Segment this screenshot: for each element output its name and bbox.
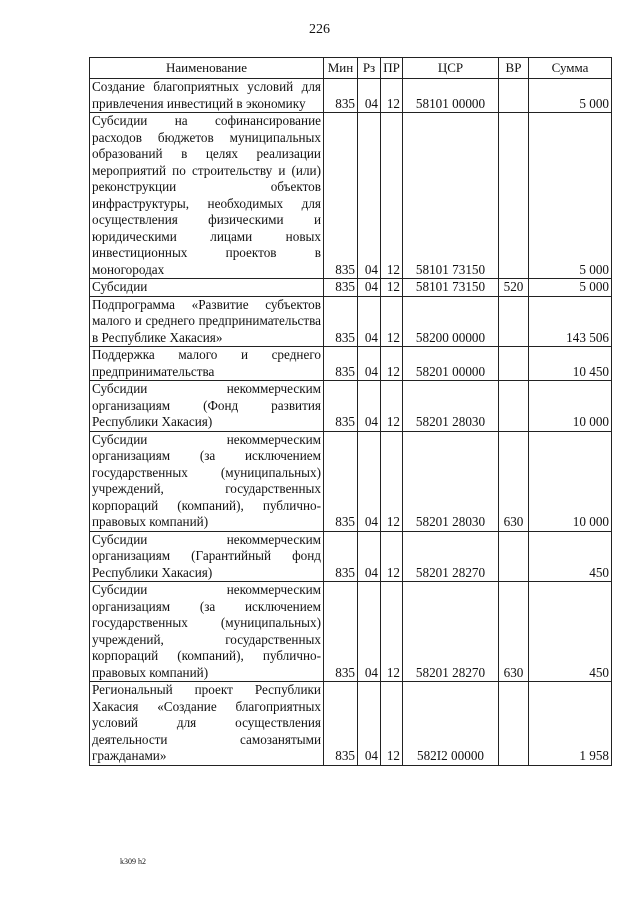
column-header-sum: Сумма: [529, 58, 612, 79]
row-name: Субсидии: [90, 279, 324, 297]
row-vr: 630: [499, 431, 529, 531]
row-min: 835: [324, 279, 358, 297]
row-vr: [499, 381, 529, 432]
row-min: 835: [324, 582, 358, 682]
row-name: Субсидии некоммерческим организациям (за исключением государственных (муниципальных) учреждений, государственных корпораций (компаний), публично-правовых компаний): [90, 582, 324, 682]
row-csr: 58201 28030: [403, 431, 499, 531]
table-row: [90, 531, 612, 582]
row-sum: 10 450: [529, 347, 612, 381]
table-row: [90, 582, 612, 682]
row-csr: 58200 00000: [403, 296, 499, 347]
row-name: Создание благоприятных условий для привлечения инвестиций в экономику: [90, 79, 324, 113]
row-vr: 630: [499, 582, 529, 682]
row-vr: 520: [499, 279, 529, 297]
row-rz: 04: [358, 531, 381, 582]
column-header-rz: Рз: [358, 58, 381, 79]
row-sum: 450: [529, 531, 612, 582]
document-footer-code: k309 h2: [120, 857, 146, 866]
row-min: 835: [324, 296, 358, 347]
row-name: Региональный проект Республики Хакасия «Создание благоприятных условий для осуществления деятельности самозанятыми гражданами»: [90, 682, 324, 766]
row-sum: 5 000: [529, 113, 612, 279]
budget-table: [89, 57, 612, 766]
row-name: Субсидии некоммерческим организациям (Фонд развития Республики Хакасия): [90, 381, 324, 432]
row-min: 835: [324, 381, 358, 432]
row-name: Поддержка малого и среднего предпринимательства: [90, 347, 324, 381]
row-sum: 10 000: [529, 381, 612, 432]
row-rz: 04: [358, 582, 381, 682]
row-name: Субсидии некоммерческим организациям (за исключением государственных (муниципальных) учреждений, государственных корпораций (компаний), публично-правовых компаний): [90, 431, 324, 531]
row-rz: 04: [358, 113, 381, 279]
table-body: [90, 79, 612, 766]
row-vr: [499, 531, 529, 582]
row-csr: 58201 00000: [403, 347, 499, 381]
table-row: [90, 296, 612, 347]
row-csr: 58101 73150: [403, 279, 499, 297]
table-row: [90, 431, 612, 531]
table-row: [90, 682, 612, 766]
row-sum: 143 506: [529, 296, 612, 347]
row-sum: 5 000: [529, 79, 612, 113]
row-csr: 58201 28030: [403, 381, 499, 432]
row-csr: 58201 28270: [403, 531, 499, 582]
table-row: [90, 279, 612, 297]
row-csr: 58101 73150: [403, 113, 499, 279]
row-rz: 04: [358, 279, 381, 297]
row-sum: 10 000: [529, 431, 612, 531]
row-vr: [499, 113, 529, 279]
row-pr: 12: [381, 113, 403, 279]
table-row: [90, 381, 612, 432]
table-row: [90, 113, 612, 279]
row-sum: 1 958: [529, 682, 612, 766]
row-pr: 12: [381, 79, 403, 113]
row-pr: 12: [381, 431, 403, 531]
row-rz: 04: [358, 79, 381, 113]
row-min: 835: [324, 79, 358, 113]
row-name: Подпрограмма «Развитие субъектов малого и среднего предпринимательства в Республике Хакасия»: [90, 296, 324, 347]
page-number: 226: [309, 22, 330, 37]
row-pr: 12: [381, 296, 403, 347]
row-rz: 04: [358, 381, 381, 432]
row-pr: 12: [381, 582, 403, 682]
row-min: 835: [324, 431, 358, 531]
row-name: Субсидии некоммерческим организациям (Гарантийный фонд Республики Хакасия): [90, 531, 324, 582]
row-vr: [499, 347, 529, 381]
table-row: [90, 79, 612, 113]
row-csr: 58101 00000: [403, 79, 499, 113]
column-header-pr: ПР: [381, 58, 403, 79]
column-header-csr: ЦСР: [403, 58, 499, 79]
row-csr: 582I2 00000: [403, 682, 499, 766]
row-min: 835: [324, 682, 358, 766]
column-header-min: Мин: [324, 58, 358, 79]
row-csr: 58201 28270: [403, 582, 499, 682]
row-min: 835: [324, 531, 358, 582]
row-min: 835: [324, 347, 358, 381]
row-vr: [499, 79, 529, 113]
row-rz: 04: [358, 296, 381, 347]
row-name: Субсидии на софинансирование расходов бюджетов муниципальных образований в целях реализации мероприятий по строительству и (или) реконструкции объектов инфраструктуры, необходимых для осуществления физическими и юридическими лицами новых инвестиционных проектов в моногородах: [90, 113, 324, 279]
row-min: 835: [324, 113, 358, 279]
row-rz: 04: [358, 682, 381, 766]
row-vr: [499, 682, 529, 766]
row-pr: 12: [381, 531, 403, 582]
row-pr: 12: [381, 381, 403, 432]
table-row: [90, 347, 612, 381]
row-rz: 04: [358, 431, 381, 531]
row-sum: 5 000: [529, 279, 612, 297]
row-pr: 12: [381, 347, 403, 381]
column-header-vr: ВР: [499, 58, 529, 79]
row-sum: 450: [529, 582, 612, 682]
row-pr: 12: [381, 682, 403, 766]
column-header-name: Наименование: [90, 58, 324, 79]
row-pr: 12: [381, 279, 403, 297]
row-vr: [499, 296, 529, 347]
row-rz: 04: [358, 347, 381, 381]
table-header-row: [90, 58, 612, 79]
